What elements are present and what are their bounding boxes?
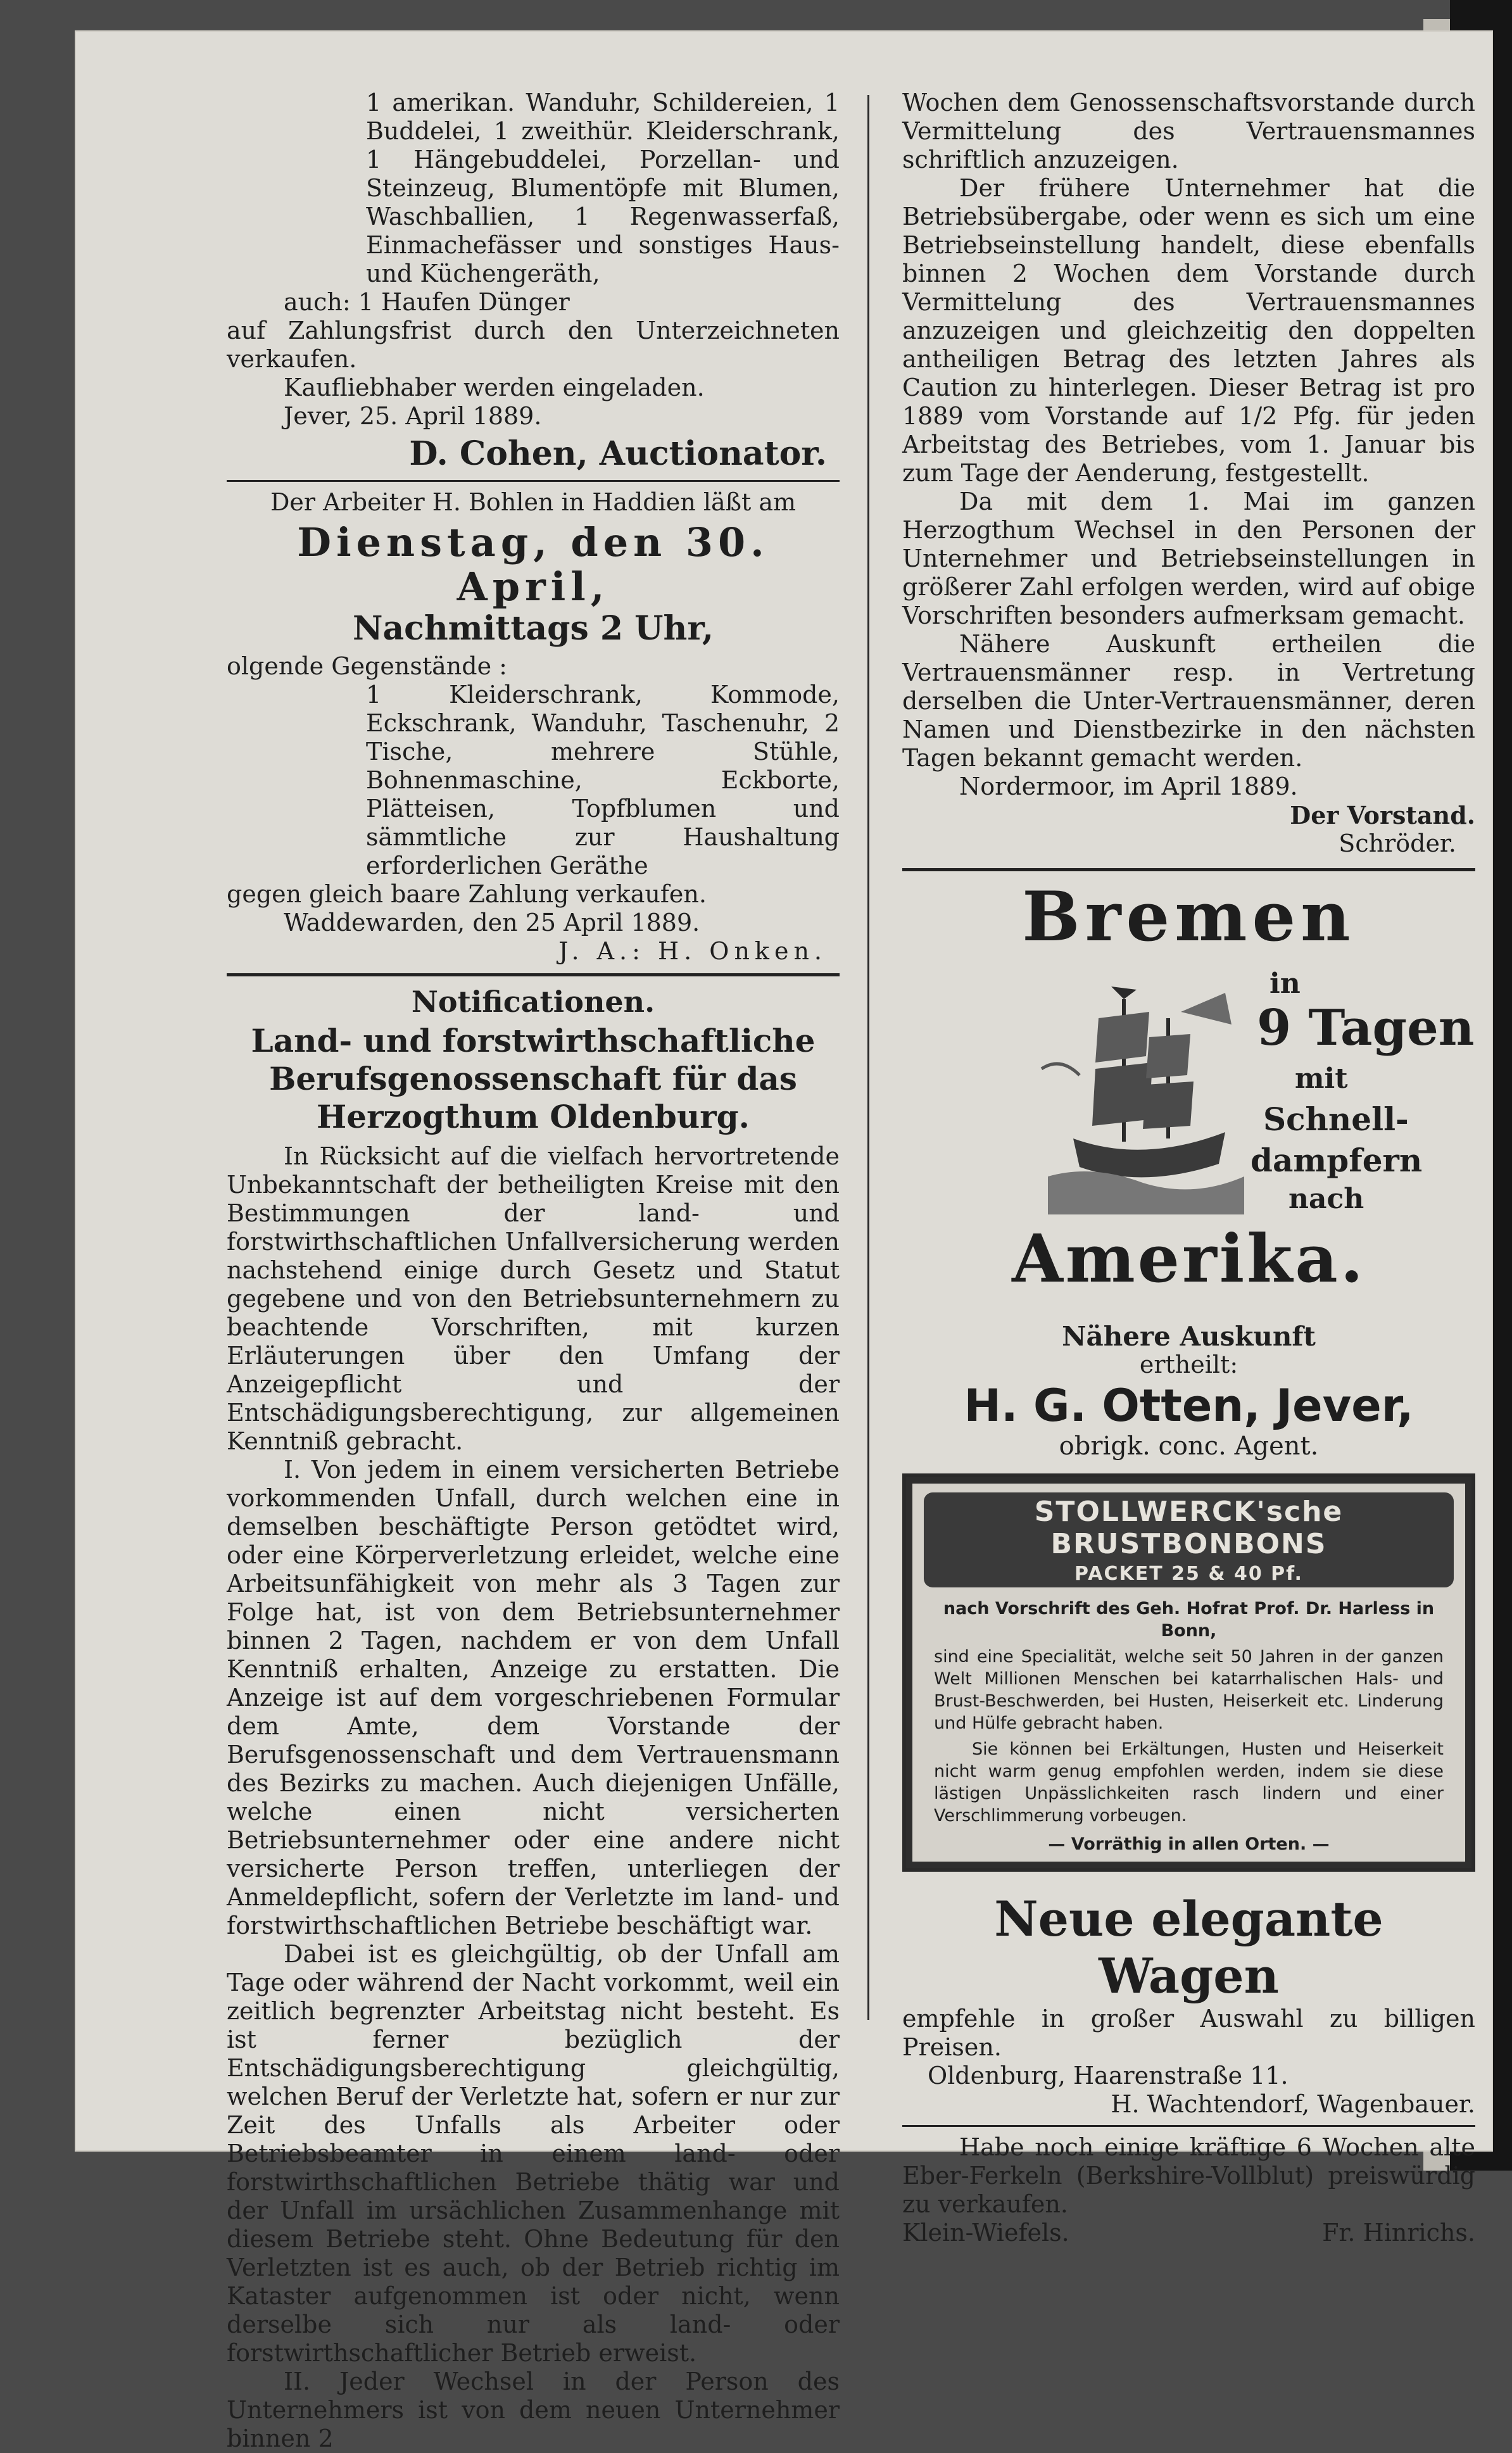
notice-cont-p1: Wochen dem Genossenschaftsvorstande durch Vermittelung des Vertrauensmannes schriftlich anzuzeigen. <box>902 89 1475 173</box>
right-column <box>902 89 1475 2247</box>
bremen-with: mit <box>1295 1063 1348 1095</box>
notice-cont-sig1: Der Vorstand. <box>1290 801 1475 829</box>
wagen-ad <box>902 1891 1475 2119</box>
auction-invite: Kaufliebhaber werden eingeladen. <box>284 374 705 401</box>
ferkel-signature: Fr. Hinrichs. <box>1322 2219 1475 2247</box>
amerika-title: Amerika. <box>1012 1220 1366 1297</box>
bremen-schnell: Schnell- <box>1263 1100 1409 1138</box>
notice-cont-place-date: Nordermoor, im April 1889. <box>959 772 1298 800</box>
auction-signature: D. Cohen, Auctionator. <box>409 434 827 473</box>
auction2-lead: olgende Gegenstände : <box>227 652 507 680</box>
auction-also: auch: 1 Haufen Dünger <box>284 288 570 316</box>
stollwerck-body2: Sie können bei Erkältungen, Husten und Heiserkeit nicht warm genug empfohlen werden, indem sie diese lästigen Unpässlichkeiten rasch lindern und einer Verschlimmerung vorbeugen. <box>934 1739 1444 1826</box>
wagen-address: Oldenburg, Haarenstraße 11. <box>928 2062 1288 2090</box>
ship-illustration <box>1035 974 1251 1214</box>
auction-terms: auf Zahlungsfrist durch den Unterzeichneten verkaufen. <box>227 317 840 373</box>
bremen-dampfern: dampfern <box>1251 1142 1423 1179</box>
stollwerck-banner-title: STOLLWERCK'sche BRUSTBONBONS <box>1034 1495 1344 1560</box>
bremen-nach: nach <box>1288 1183 1364 1215</box>
notice-paragraph-1: In Rücksicht auf die vielfach hervortretende Unbekanntschaft der betheiligten Kreise mit den Bestimmungen der land- und forstwirthschaftlichen Unfallversicherung werden nachstehend einige durch Gesetz und Statut gegebene und von den Betriebsunternehmern zu beachtende Vorschriften, mit kurzen Erläuterungen über den Umfang der Anzeigepflicht und der Entschädigungsberechtigung, zur allgemeinen Kenntniß gebracht. <box>227 1142 840 1455</box>
wagen-signature: H. Wachtendorf, Wagenbauer. <box>1111 2090 1475 2118</box>
notice-cont-p4: Nähere Auskunft ertheilen die Vertrauensmänner resp. in Vertretung derselben die Unter-Vertrauensmänner, deren Namen und Dienstbezirke in den nächsten Tagen bekannt gemacht werden. <box>902 630 1475 772</box>
notice-berufsgenossenschaft <box>227 984 840 2453</box>
auction2-time: Nachmittags 2 Uhr, <box>352 609 714 648</box>
notice-heading: Notificationen. <box>411 985 655 1019</box>
auction-place-date: Jever, 25. April 1889. <box>284 402 542 430</box>
notice-cont-p3: Da mit dem 1. Mai im ganzen Herzogthum Wechsel in den Personen der Unternehmer und Betriebseinstellungen in größerer Zahl erfolgen werden, wird auf obige Vorschriften besonders aufmerksam gemacht. <box>902 488 1475 629</box>
stollwerck-ad <box>902 1473 1475 1872</box>
notice-paragraph-2: I. Von jedem in einem versicherten Betriebe vorkommenden Unfall, durch welchen eine in demselben beschäftigte Person getödtet wird, oder eine Körperverletzung erleidet, welche eine Arbeitsunfähigkeit von mehr als 3 Tagen zur Folge hat, ist von dem Betriebsunternehmer binnen 2 Tagen, nachdem er von dem Unfall Kenntniß erhalten, Anzeige zu erstatten. Die Anzeige ist auf dem vorgeschriebenen Formular dem Amte, dem Vorstande der Berufsgenossenschaft und dem Vertrauensmann des Bezirks zu machen. Auch diejenigen Unfälle, welche einen nicht versicherten Betriebsunternehmer oder eine andere nicht versicherte Person treffen, unterliegen der Anmeldepflicht, sofern der Verletzte im land- und forstwirthschaftlichen Betriebe beschäftigt war. <box>227 1456 840 1939</box>
bremen-agent: H. G. Otten, Jever, <box>964 1380 1414 1432</box>
auction-items: 1 amerikan. Wanduhr, Schildereien, 1 Buddelei, 1 zweithür. Kleiderschrank, 1 Hängebuddelei, Porzellan- und Steinzeug, Blumentöpfe mit Blumen, Waschballien, 1 Regenwasserfaß, Einmachefässer und sonstiges Haus- und Küchengeräth, <box>366 89 840 287</box>
bremen-ad <box>902 879 1475 1461</box>
left-column <box>227 89 840 2453</box>
notice-paragraph-4: II. Jeder Wechsel in der Person des Unternehmers ist von dem neuen Unternehmer binnen 2 <box>227 2368 840 2452</box>
separator <box>902 868 1475 871</box>
bremen-in: in <box>1269 968 1301 1000</box>
stollwerck-footer: — Vorräthig in allen Orten. — <box>1048 1834 1330 1854</box>
auction2-place-date: Waddewarden, den 25 April 1889. <box>284 909 700 936</box>
bremen-title: Bremen <box>1022 877 1356 957</box>
bremen-gives: ertheilt: <box>1139 1351 1238 1378</box>
ferkel-text: Habe noch einige kräftige 6 Wochen alte Eber-Ferkeln (Berkshire-Vollblut) preiswürdig zu verkaufen. <box>902 2133 1475 2218</box>
separator <box>227 973 840 976</box>
ferkel-place: Klein-Wiefels. <box>902 2219 1069 2247</box>
notice-continuation <box>902 89 1475 858</box>
auction-bohlen <box>227 488 840 966</box>
separator <box>902 2125 1475 2127</box>
notice-cont-sig2: Schröder. <box>1339 829 1456 857</box>
ferkel-ad <box>902 2133 1475 2247</box>
auction2-terms: gegen gleich baare Zahlung verkaufen. <box>227 880 707 908</box>
notice-title: Land- und forstwirthschaftliche Berufsgenossenschaft für das Herzogthum Oldenburg. <box>251 1022 816 1135</box>
stollwerck-body1: sind eine Specialität, welche seit 50 Jahren in der ganzen Welt Millionen Menschen bei katarrhalischen Hals- und Brust-Beschwerden, bei Husten, Heiserkeit etc. Linderung und Hülfe gebracht haben. <box>934 1647 1444 1733</box>
ship-block <box>902 968 1475 1322</box>
auction-cohen <box>227 89 840 474</box>
stollwerck-banner-sub: PACKET 25 & 40 Pf. <box>1074 1562 1303 1585</box>
bremen-agent-title: obrigk. conc. Agent. <box>1059 1432 1319 1461</box>
stollwerck-banner <box>924 1492 1454 1587</box>
column-divider <box>867 95 869 2020</box>
wagen-title: Neue elegante Wagen <box>994 1891 1383 2004</box>
bremen-days: 9 Tagen <box>1257 999 1475 1057</box>
notice-paragraph-3: Dabei ist es gleichgültig, ob der Unfall am Tage oder während der Nacht vorkommt, weil ein zeitlich begrenzter Arbeitstag nicht besteht. Es ist ferner bezüglich der Entschädigungsberechtigung gleichgültig, welchen Beruf der Verletzte hat, sofern er nur zur Zeit des Unfalls als Arbeiter oder Betriebsbeamter in einem land- oder forstwirthschaftlichen Betriebe thätig war und der Unfall im ursächlichen Zusammenhange mit diesem Betriebe steht. Ohne Bedeutung für den Verletzten ist es auch, ob der Betrieb richtig im Kataster aufgenommen ist oder nicht, wenn derselbe sich nur als land- oder forstwirthschaftlicher Betrieb erweist. <box>227 1940 840 2367</box>
auction2-intro: Der Arbeiter H. Bohlen in Haddien läßt am <box>270 488 797 516</box>
auction2-signature: J. A.: H. Onken. <box>558 937 827 965</box>
auction2-date: Dienstag, den 30. April, <box>297 519 769 610</box>
bremen-info: Nähere Auskunft <box>1062 1321 1316 1352</box>
auction2-items: 1 Kleiderschrank, Kommode, Eckschrank, Wanduhr, Taschenuhr, 2 Tische, mehrere Stühle, Bohnenmaschine, Eckborte, Plätteisen, Topfblumen und sämmtliche zur Haushaltung erforderlichen Geräthe <box>366 681 840 880</box>
wagen-text: empfehle in großer Auswahl zu billigen Preisen. <box>902 2005 1475 2061</box>
notice-cont-p2: Der frühere Unternehmer hat die Betriebsübergabe, oder wenn es sich um eine Betriebseinstellung handelt, diese ebenfalls binnen 2 Wochen dem Vorstande durch Vermittelung des Vertrauensmannes anzuzeigen und gleichzeitig den doppelten antheiligen Betrag des letzten Jahres als Caution zu hinterlegen. Dieser Betrag ist pro 1889 vom Vorstande auf 1/2 Pfg. für jeden Arbeitstag des Betriebes, vom 1. Januar bis zum Tage der Aenderung, festgestellt. <box>902 174 1475 487</box>
stollwerck-line1: nach Vorschrift des Geh. Hofrat Prof. Dr. Harless in Bonn, <box>943 1599 1435 1641</box>
separator <box>227 480 840 482</box>
